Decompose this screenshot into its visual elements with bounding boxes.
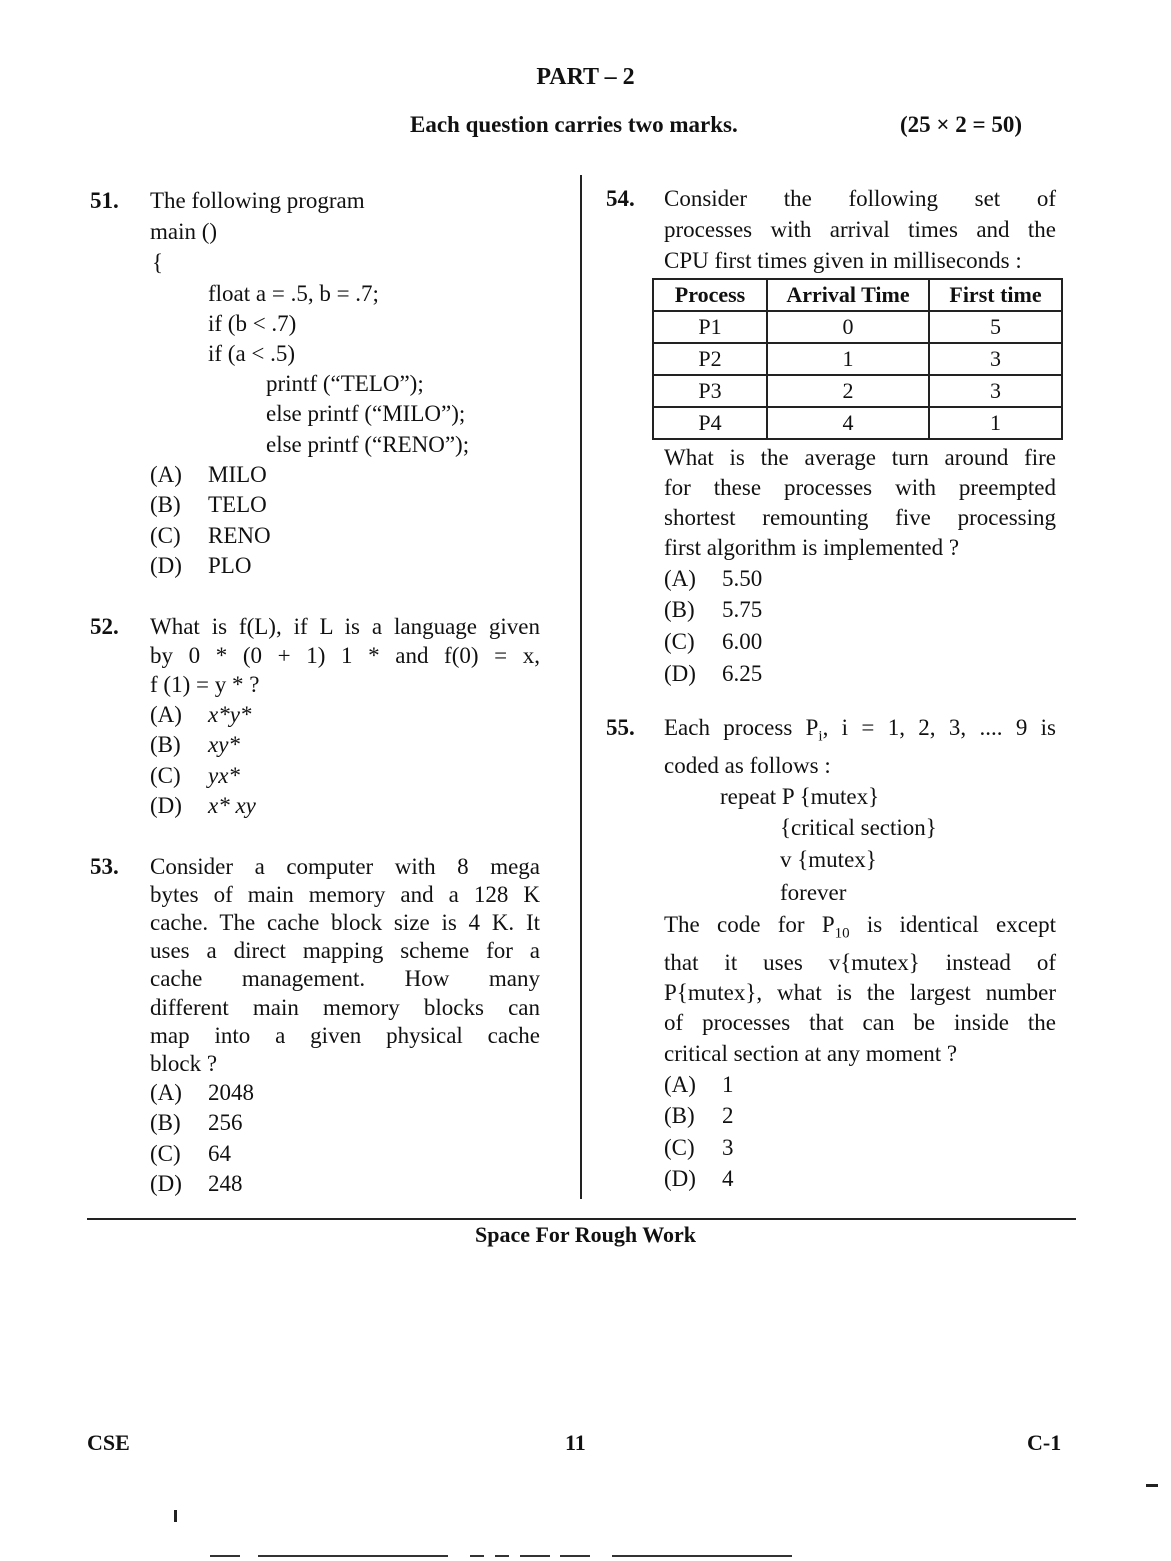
table-cell: P1 (653, 311, 767, 343)
option-a[interactable] (150, 700, 251, 730)
option-text: x* xy (208, 793, 256, 818)
option-label: (B) (150, 1110, 181, 1135)
option-label: (C) (664, 1135, 695, 1160)
total-marks: (25 × 2 = 50) (900, 112, 1023, 137)
option-text: 6.00 (722, 629, 763, 654)
option-label: (A) (664, 566, 696, 591)
option-d[interactable] (664, 1164, 734, 1194)
code-line: v {mutex} (780, 847, 877, 872)
code-line: if (b < .7) (208, 311, 297, 336)
option-text: 2 (722, 1103, 734, 1128)
question-text: What is the average turn around fire (664, 445, 1056, 470)
question-text: Consider a computer with 8 mega (150, 854, 540, 879)
question-text: map into a given physical cache (150, 1023, 540, 1048)
question-text: cache management. How many (150, 966, 540, 991)
rough-work-divider (87, 1218, 1076, 1220)
option-c[interactable] (150, 1139, 231, 1169)
question-text: What is f(L), if L is a language given (150, 614, 540, 639)
code-line: main () (150, 219, 218, 244)
rough-work-title: Space For Rough Work (474, 1222, 697, 1247)
subscript: i (818, 728, 823, 745)
question-text: for these processes with preempted (664, 475, 1056, 500)
option-label: (D) (664, 661, 696, 686)
text-fragment: The code for P (664, 912, 835, 937)
scan-dash (210, 1555, 240, 1557)
question-text (664, 910, 1056, 949)
table-cell: 1 (929, 407, 1062, 439)
text-fragment: Each process P (664, 715, 819, 740)
code-line: else printf (“RENO”); (266, 432, 470, 457)
option-c[interactable] (664, 1133, 734, 1163)
table-header: Arrival Time (767, 279, 929, 311)
table-cell: P4 (653, 407, 767, 439)
question-text: processes with arrival times and the (664, 217, 1056, 242)
option-text: 256 (208, 1110, 243, 1135)
option-a[interactable] (150, 1078, 254, 1108)
part-title: PART – 2 (536, 64, 635, 90)
option-label: (C) (664, 629, 695, 654)
question-text: coded as follows : (664, 753, 831, 778)
question-text: first algorithm is implemented ? (664, 535, 960, 560)
subscript: 10 (834, 925, 850, 942)
table-cell: P2 (653, 343, 767, 375)
option-text: xy* (208, 732, 240, 757)
option-a[interactable] (150, 460, 267, 490)
question-text: uses a direct mapping scheme for a (150, 938, 540, 963)
option-label: (B) (150, 732, 181, 757)
option-text: MILO (208, 462, 267, 487)
option-text: yx* (208, 763, 240, 788)
option-text: RENO (208, 523, 271, 548)
scan-dash (520, 1555, 550, 1557)
table-header: First time (929, 279, 1062, 311)
option-text: 3 (722, 1135, 734, 1160)
option-b[interactable] (150, 490, 267, 520)
option-label: (D) (150, 1171, 182, 1196)
option-a[interactable] (664, 1070, 734, 1100)
question-number: 52. (90, 614, 119, 639)
question-text: P{mutex}, what is the largest number (664, 980, 1056, 1005)
code-line: {critical section} (780, 815, 937, 840)
question-number: 55. (606, 715, 635, 740)
question-text: that it uses v{mutex} instead of (664, 950, 1056, 975)
option-b[interactable] (150, 1108, 243, 1138)
scan-dash (560, 1555, 590, 1557)
code-line: forever (780, 880, 847, 905)
question-text: different main memory blocks can (150, 995, 540, 1020)
option-c[interactable] (150, 521, 271, 551)
scan-dash (495, 1555, 509, 1557)
option-label: (D) (150, 793, 182, 818)
table-cell: 4 (767, 407, 929, 439)
option-label: (D) (150, 553, 182, 578)
table-cell: 3 (929, 375, 1062, 407)
question-number: 54. (606, 186, 635, 211)
option-label: (A) (150, 1080, 182, 1105)
option-label: (C) (150, 1141, 181, 1166)
option-label: (B) (664, 1103, 695, 1128)
option-text: 1 (722, 1072, 734, 1097)
option-label: (A) (150, 702, 182, 727)
table-cell: P3 (653, 375, 767, 407)
option-b[interactable] (150, 730, 240, 760)
option-text: x*y* (208, 702, 252, 727)
option-a[interactable] (664, 564, 762, 594)
question-text: critical section at any moment ? (664, 1041, 958, 1066)
text-fragment: , i = 1, 2, 3, .... 9 is (822, 715, 1056, 740)
page-number: 11 (565, 1430, 586, 1455)
option-text: 5.75 (722, 597, 763, 622)
option-label: (C) (150, 523, 181, 548)
option-d[interactable] (150, 791, 256, 821)
option-text: TELO (208, 492, 267, 517)
option-c[interactable] (664, 627, 762, 657)
option-text: 64 (208, 1141, 231, 1166)
option-d[interactable] (664, 659, 762, 689)
question-text: The following program (150, 188, 365, 213)
column-divider (580, 175, 582, 1199)
question-number: 53. (90, 854, 119, 879)
scan-dash (612, 1555, 792, 1557)
code-line: if (a < .5) (208, 341, 296, 366)
option-label: (A) (150, 462, 182, 487)
option-c[interactable] (150, 761, 240, 791)
scan-mark (1146, 1484, 1158, 1487)
option-text: 5.50 (722, 566, 763, 591)
option-d[interactable] (150, 1169, 243, 1199)
text-fragment: is identical except (849, 912, 1056, 937)
option-text: 6.25 (722, 661, 763, 686)
table-row (653, 343, 1062, 375)
scan-dash (258, 1555, 448, 1557)
footer-subject: CSE (87, 1430, 130, 1455)
option-label: (B) (664, 597, 695, 622)
table-row (653, 407, 1062, 439)
question-text: CPU first times given in milliseconds : (664, 248, 1022, 273)
code-line: else printf (“MILO”); (266, 401, 466, 426)
scan-mark (174, 1510, 177, 1522)
question-text (664, 713, 1056, 752)
table-header-row (653, 279, 1062, 311)
table-cell: 2 (767, 375, 929, 407)
option-label: (C) (150, 763, 181, 788)
question-text: by 0 * (0 + 1) 1 * and f(0) = x, (150, 643, 540, 668)
question-text: Consider the following set of (664, 186, 1056, 211)
table-cell: 0 (767, 311, 929, 343)
option-text: PLO (208, 553, 252, 578)
option-d[interactable] (150, 551, 251, 581)
question-text: bytes of main memory and a 128 K (150, 882, 540, 907)
table-cell: 1 (767, 343, 929, 375)
booklet-code: C-1 (1027, 1430, 1062, 1455)
option-text: 248 (208, 1171, 243, 1196)
option-text: 2048 (208, 1080, 254, 1105)
question-text: cache. The cache block size is 4 K. It (150, 910, 540, 935)
option-label: (A) (664, 1072, 696, 1097)
question-text: shortest remounting five processing (664, 505, 1056, 530)
question-text: of processes that can be inside the (664, 1010, 1056, 1035)
scan-dash (470, 1555, 484, 1557)
option-label: (B) (150, 492, 181, 517)
table-header: Process (653, 279, 767, 311)
process-table (652, 278, 1063, 440)
question-text: block ? (150, 1051, 218, 1076)
option-text: 4 (722, 1166, 734, 1191)
marks-instruction: Each question carries two marks. (410, 112, 738, 137)
question-number: 51. (90, 188, 119, 213)
code-line: float a = .5, b = .7; (208, 281, 379, 306)
table-row (653, 311, 1062, 343)
code-line: { (152, 250, 164, 275)
question-text: f (1) = y * ? (150, 672, 260, 697)
table-row (653, 375, 1062, 407)
code-line: repeat P {mutex} (720, 784, 880, 809)
option-b[interactable] (664, 595, 762, 625)
code-line: printf (“TELO”); (266, 371, 424, 396)
table-cell: 5 (929, 311, 1062, 343)
option-label: (D) (664, 1166, 696, 1191)
table-cell: 3 (929, 343, 1062, 375)
option-b[interactable] (664, 1101, 734, 1131)
